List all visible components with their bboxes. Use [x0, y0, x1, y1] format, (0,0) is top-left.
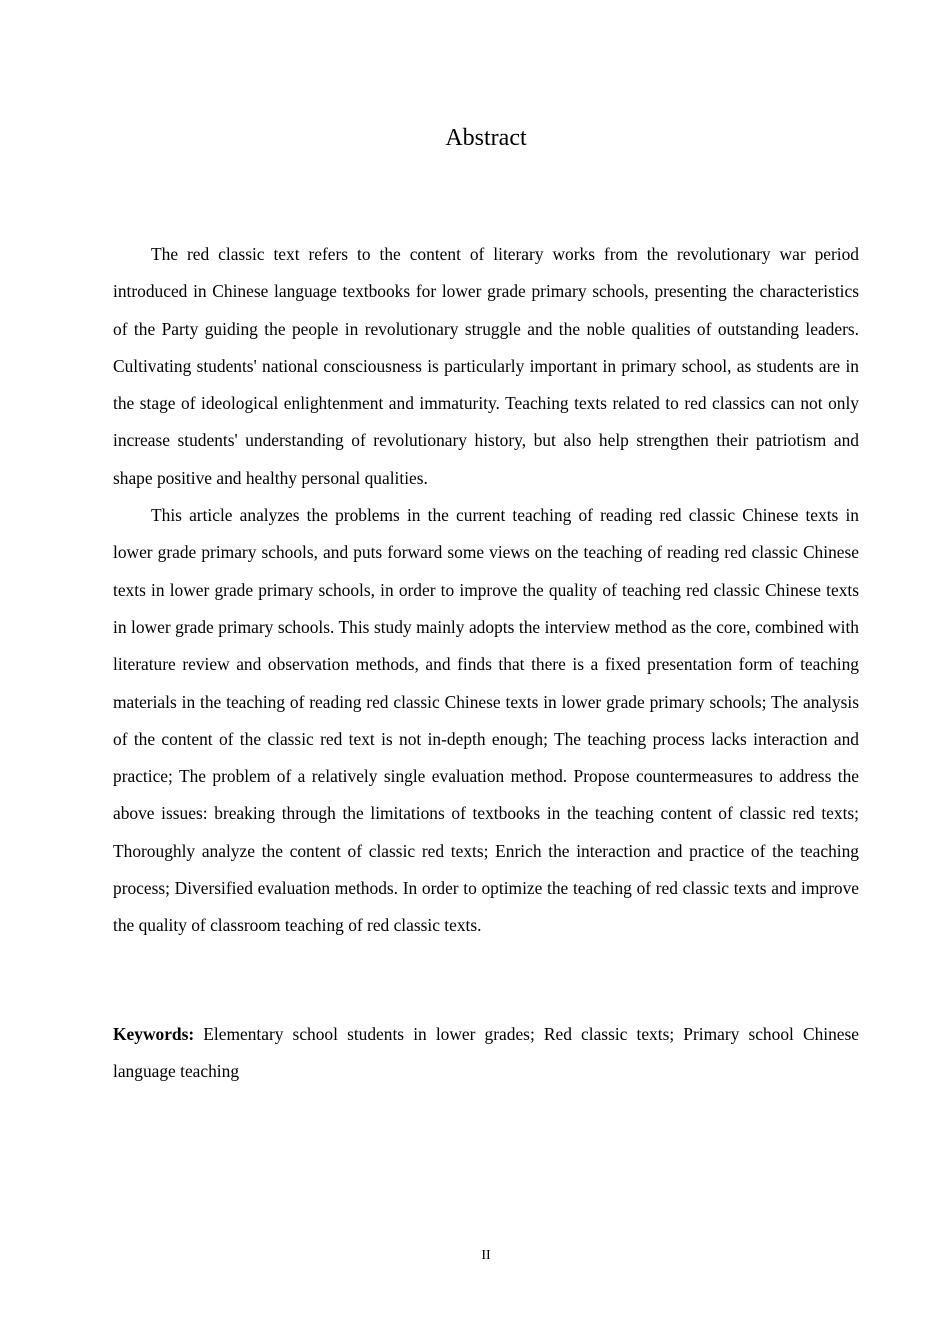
abstract-body [113, 236, 859, 945]
keywords-label: Keywords: [113, 1024, 195, 1044]
page-number: II [481, 1248, 491, 1263]
keywords-line [113, 1016, 859, 1091]
keywords-text: Elementary school students in lower grades; Red classic texts; Primary school Chinese language teaching [113, 1024, 859, 1082]
abstract-title: Abstract [445, 125, 527, 151]
abstract-paragraph-1: The red classic text refers to the content of literary works from the revolutionary war period introduced in Chinese language textbooks for lower grade primary schools, presenting the characteristics of the Party guiding the people in revolutionary struggle and the noble qualities of outstanding leaders. Cultivating students' national consciousness is particularly important in primary school, as students are in the stage of ideological enlightenment and immaturity. Teaching texts related to red classics can not only increase students' understanding of revolutionary history, but also help strengthen their patriotism and shape positive and healthy personal qualities. [113, 244, 859, 488]
abstract-paragraph-2: This article analyzes the problems in the current teaching of reading red classic Chinese texts in lower grade primary schools, and puts forward some views on the teaching of reading red classic Chinese texts in lower grade primary schools, in order to improve the quality of teaching red classic Chinese texts in lower grade primary schools. This study mainly adopts the interview method as the core, combined with literature review and observation methods, and finds that there is a fixed presentation form of teaching materials in the teaching of reading red classic Chinese texts in lower grade primary schools; The analysis of the content of the classic red text is not in-depth enough; The teaching process lacks interaction and practice; The problem of a relatively single evaluation method. Propose countermeasures to address the above issues: breaking through the limitations of textbooks in the teaching content of classic red texts; Thoroughly analyze the content of classic red texts; Enrich the interaction and practice of the teaching process; Diversified evaluation methods. In order to optimize the teaching of red classic texts and improve the quality of classroom teaching of red classic texts. [113, 505, 859, 936]
